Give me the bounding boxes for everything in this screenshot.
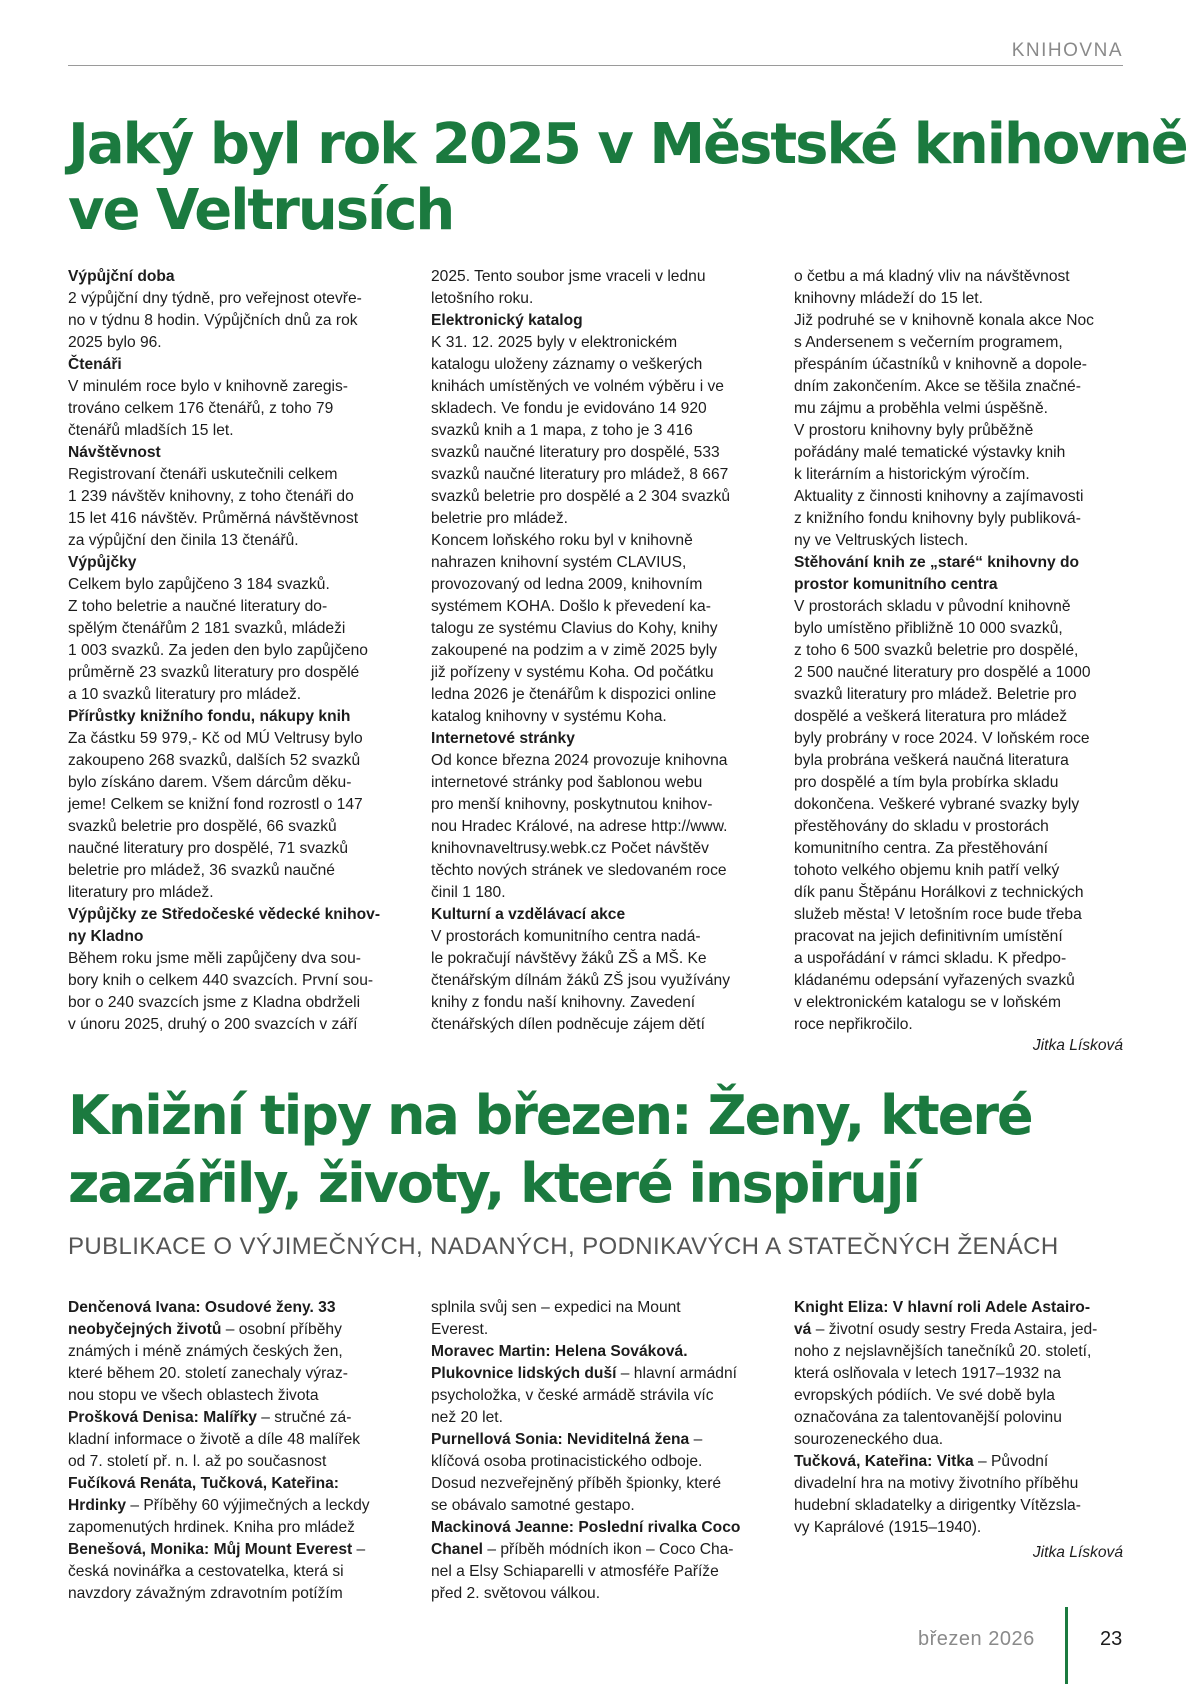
text-line: před 2. světovou válkou. <box>431 1585 601 1602</box>
article2-column-3 <box>794 1297 1126 1539</box>
text-line: již pořízeny v systému Koha. Od počátku <box>431 664 714 681</box>
text-line: z toho 6 500 svazků beletrie pro dospělé, <box>794 642 1079 659</box>
text-line <box>431 1539 763 1561</box>
section-heading: Výpůjčky <box>68 554 137 571</box>
text-line: V minulém roce bylo v knihovně zaregis- <box>68 378 348 395</box>
text-line <box>431 1341 763 1363</box>
section-heading: Výpůjčky ze Středočeské vědecké knihov- <box>68 906 381 923</box>
text-line: Z toho beletrie a naučné literatury do- <box>68 598 328 615</box>
text-line: mu zájmu a proběhla velmi úspěšně. <box>794 400 1048 417</box>
text-line: svazků beletrie pro dospělé a 2 304 svazků <box>431 488 731 505</box>
text-line: ny ve Veltruských listech. <box>794 532 969 549</box>
text-line: literatury pro mládež. <box>68 884 214 901</box>
book-description: – <box>352 1541 366 1558</box>
article2-column-2 <box>431 1297 763 1605</box>
book-description: – životní osudy sestry Freda Astaira, jed- <box>811 1321 1098 1338</box>
text-line: systémem KOHA. Došlo k převedení ka- <box>431 598 711 615</box>
text-line: skladech. Ve fondu je evidováno 14 920 <box>431 400 707 417</box>
text-line: zakoupené na podzim a v zimě 2025 byly <box>431 642 718 659</box>
text-line: zapomenutých hrdinek. Kniha pro mládež <box>68 1519 355 1536</box>
book-title: Plukovnice lidských duší <box>431 1365 617 1382</box>
text-line: a uspořádání v rámci skladu. K předpo- <box>794 950 1067 967</box>
text-line: pro dospělé a tím byla probírka skladu <box>794 774 1059 791</box>
text-line: pořádány malé tematické výstavky knih <box>794 444 1066 461</box>
book-description: – hlavní armádní <box>616 1365 737 1382</box>
text-line <box>794 1319 1126 1341</box>
book-title: Moravec Martin: Helena Sováková. <box>431 1343 688 1360</box>
text-line: 2 výpůjční dny týdně, pro veřejnost otevře- <box>68 290 362 307</box>
page-number: 23 <box>1100 1628 1123 1650</box>
text-line: bor o 240 svazcích jsme z Kladna obdrželi <box>68 994 361 1011</box>
article2-title-line: Knižní tipy na březen: Ženy, které <box>68 1084 1032 1147</box>
text-line: a 10 svazků literatury pro mládež. <box>68 686 302 703</box>
section-heading: Kulturní a vzdělávací akce <box>431 906 626 923</box>
text-line: talogu ze systému Clavius do Kohy, knihy <box>431 620 718 637</box>
text-line: 2 500 naučné literatury pro dospělé a 1000 <box>794 664 1091 681</box>
article1-column-1 <box>68 266 400 1036</box>
book-description: – příběh módních ikon – Coco Cha- <box>483 1541 734 1558</box>
text-line: dospělé a veškerá literatura pro mládež <box>794 708 1068 725</box>
section-heading: ny Kladno <box>68 928 144 945</box>
text-line: v elektronickém katalogu se v loňském <box>794 994 1061 1011</box>
text-line: bory knih o celkem 440 svazcích. První sou- <box>68 972 374 989</box>
book-title: Chanel <box>431 1541 483 1558</box>
text-line: spělým čtenářům 2 181 svazků, mládeži <box>68 620 346 637</box>
text-line <box>431 1363 763 1385</box>
book-title: Hrdinky <box>68 1497 127 1514</box>
text-line: česká novinářka a cestovatelka, která si <box>68 1563 344 1580</box>
text-line: přestěhovány do skladu v prostorách <box>794 818 1049 835</box>
article2-title <box>68 1082 1032 1218</box>
text-line: známých i méně známých českých žen, <box>68 1343 343 1360</box>
text-line: trováno celkem 176 čtenářů, z toho 79 <box>68 400 334 417</box>
section-heading: Návštěvnost <box>68 444 161 461</box>
text-line: čtenářským dílnám žáků ZŠ jsou využívány <box>431 972 730 989</box>
text-line: nel a Elsy Schiaparelli v atmosféře Paříže <box>431 1563 719 1580</box>
text-line: jeme! Celkem se knižní fond rozrostl o 147 <box>68 796 363 813</box>
text-line: 2025. Tento soubor jsme vraceli v lednu <box>431 268 706 285</box>
text-line: no v týdnu 8 hodin. Výpůjčních dnů za rok <box>68 312 358 329</box>
text-line: le pokračují návštěvy žáků ZŠ a MŠ. Ke <box>431 950 707 967</box>
text-line: beletrie pro mládež. <box>431 510 568 527</box>
text-line: roce nepřikročilo. <box>794 1016 913 1033</box>
text-line <box>68 1473 400 1495</box>
text-line: K 31. 12. 2025 byly v elektronickém <box>431 334 678 351</box>
text-line: splnila svůj sen – expedici na Mount <box>431 1299 681 1316</box>
text-line: pracovat na jejich definitivním umístění <box>794 928 1063 945</box>
section-heading: prostor komunitního centra <box>794 576 998 593</box>
text-line: Během roku jsme měli zapůjčeny dva sou- <box>68 950 361 967</box>
text-line <box>68 1297 400 1319</box>
text-line: s Andersenem s večerním programem, <box>794 334 1063 351</box>
book-title: Tučková, Kateřina: Vitka <box>794 1453 974 1470</box>
book-title: Denčenová Ivana: Osudové ženy. 33 <box>68 1299 336 1316</box>
text-line: Již podruhé se v knihovně konala akce Noc <box>794 312 1094 329</box>
text-line: V prostoru knihovny byly průběžně <box>794 422 1034 439</box>
article1-column-3 <box>794 266 1126 1036</box>
article2-signature: Jitka Lísková <box>1032 1544 1123 1561</box>
text-line <box>68 1539 400 1561</box>
text-line: služeb města! V letošním roce bude třeba <box>794 906 1082 923</box>
text-line: Celkem bylo zapůjčeno 3 184 svazků. <box>68 576 330 593</box>
text-line: provozovaný od ledna 2009, knihovním <box>431 576 703 593</box>
text-line: ledna 2026 je čtenářům k dispozici online <box>431 686 717 703</box>
article1-signature: Jitka Lísková <box>1032 1037 1123 1054</box>
text-line: za výpůjční den činila 13 čtenářů. <box>68 532 299 549</box>
text-line: klíčová osoba protinacistického odboje. <box>431 1453 703 1470</box>
book-description: – Původní <box>973 1453 1049 1470</box>
article1-column-2 <box>431 266 763 1036</box>
text-line: než 20 let. <box>431 1409 503 1426</box>
text-line: hudební skladatelky a dirigentky Vítězsla- <box>794 1497 1081 1514</box>
text-line: navzdory závažným zdravotním potížím <box>68 1585 343 1602</box>
article2-column-1 <box>68 1297 400 1605</box>
text-line: byla probrána veškerá naučná literatura <box>794 752 1069 769</box>
text-line: svazků literatury pro mládež. Beletrie pro <box>794 686 1077 703</box>
text-line: svazků naučné literatury pro mládež, 8 667 <box>431 466 729 483</box>
book-title: Knight Eliza: V hlavní roli Adele Astairo- <box>794 1299 1091 1316</box>
text-line: bylo získáno darem. Všem dárcům děku- <box>68 774 352 791</box>
section-heading: Přírůstky knižního fondu, nákupy knih <box>68 708 351 725</box>
text-line: Od konce března 2024 provozuje knihovna <box>431 752 728 769</box>
book-title: Mackinová Jeanne: Poslední rivalka Coco <box>431 1519 741 1536</box>
text-line: dokončena. Veškeré vybrané svazky byly <box>794 796 1080 813</box>
text-line <box>794 1297 1126 1319</box>
text-line: knihovnaveltrusy.webk.cz Počet návštěv <box>431 840 709 857</box>
text-line: která oslňovala v letech 1917–1932 na <box>794 1365 1062 1382</box>
text-line: komunitního centra. Za přestěhování <box>794 840 1048 857</box>
book-title: Purnellová Sonia: Neviditelná žena <box>431 1431 690 1448</box>
text-line: nahrazen knihovní systém CLAVIUS, <box>431 554 687 571</box>
text-line: knihách umístěných ve volném výběru i ve <box>431 378 724 395</box>
book-description: – osobní příběhy <box>221 1321 342 1338</box>
text-line: pro menší knihovny, poskytnutou knihov- <box>431 796 713 813</box>
book-title: Prošková Denisa: Malířky <box>68 1409 257 1426</box>
text-line <box>794 1451 1126 1473</box>
text-line: svazků knih a 1 mapa, z toho je 3 416 <box>431 422 693 439</box>
text-line: z knižního fondu knihovny byly publiková- <box>794 510 1081 527</box>
text-line: 2025 bylo 96. <box>68 334 162 351</box>
section-heading: Výpůjční doba <box>68 268 175 285</box>
text-line: divadelní hra na motivy životního příběhu <box>794 1475 1079 1492</box>
text-line: k literárním a historickým výročím. <box>794 466 1030 483</box>
text-line: přespáním účastníků v knihovně a dopole- <box>794 356 1087 373</box>
text-line: Za částku 59 979,- Kč od MÚ Veltrusy bylo <box>68 730 363 747</box>
book-description: – Příběhy 60 výjimečných a leckdy <box>126 1497 370 1514</box>
text-line: nou stopu ve všech oblastech života <box>68 1387 319 1404</box>
text-line: beletrie pro mládež, 36 svazků naučné <box>68 862 335 879</box>
text-line: o četbu a má kladný vliv na návštěvnost <box>794 268 1070 285</box>
section-heading: Internetové stránky <box>431 730 575 747</box>
text-line <box>68 1495 400 1517</box>
text-line: svazků naučné literatury pro dospělé, 533 <box>431 444 720 461</box>
text-line: Koncem loňského roku byl v knihovně <box>431 532 693 549</box>
text-line: bylo umístěno přibližně 10 000 svazků, <box>794 620 1063 637</box>
text-line: v únoru 2025, druhý o 200 svazcích v září <box>68 1016 358 1033</box>
book-description: – stručné zá- <box>256 1409 352 1426</box>
text-line: svazků beletrie pro dospělé, 66 svazků <box>68 818 337 835</box>
book-description: – <box>689 1431 703 1448</box>
text-line: 1 003 svazků. Za jeden den bylo zapůjčeno <box>68 642 368 659</box>
text-line: vy Kaprálové (1915–1940). <box>794 1519 982 1536</box>
text-line: internetové stránky pod šablonou webu <box>431 774 703 791</box>
text-line: 15 let 416 návštěv. Průměrná návštěvnost <box>68 510 359 527</box>
text-line: Everest. <box>431 1321 489 1338</box>
text-line: kládanému odepsání vyřazených svazků <box>794 972 1075 989</box>
section-label: KNIHOVNA <box>1011 40 1123 61</box>
text-line: zakoupeno 268 svazků, dalších 52 svazků <box>68 752 361 769</box>
text-line: knihy z fondu naší knihovny. Zavedení <box>431 994 696 1011</box>
text-line <box>68 1407 400 1429</box>
article2-subtitle: PUBLIKACE O VÝJIMEČNÝCH, NADANÝCH, PODNIKAVÝCH A STATEČNÝCH ŽENÁCH <box>68 1233 1059 1260</box>
text-line: katalogu uloženy záznamy o veškerých <box>431 356 703 373</box>
text-line: čtenářských dílen podněcuje zájem dětí <box>431 1016 705 1033</box>
text-line: čtenářů mladších 15 let. <box>68 422 234 439</box>
book-title: Fučíková Renáta, Tučková, Kateřina: <box>68 1475 339 1492</box>
section-heading: Stěhování knih ze „staré“ knihovny do <box>794 554 1080 571</box>
text-line <box>431 1517 763 1539</box>
text-line: letošního roku. <box>431 290 534 307</box>
text-line: knihovny mládeží do 15 let. <box>794 290 983 307</box>
section-heading: Čtenáři <box>68 356 122 373</box>
book-title: neobyčejných životů <box>68 1321 222 1338</box>
footer-issue-date: březen 2026 <box>918 1628 1035 1650</box>
text-line: které během 20. století zanechaly výraz- <box>68 1365 348 1382</box>
text-line: 1 239 návštěv knihovny, z toho čtenáři do <box>68 488 354 505</box>
text-line: noho z nejslavnějších tanečníků 20. století, <box>794 1343 1092 1360</box>
text-line: katalog knihovny v systému Koha. <box>431 708 667 725</box>
text-line: kladní informace o životě a díle 48 malířek <box>68 1431 361 1448</box>
text-line: průměrně 23 svazků literatury pro dospělé <box>68 664 360 681</box>
text-line: V prostorách skladu v původní knihovně <box>794 598 1071 615</box>
text-line: evropských pódiích. Ve své době byla <box>794 1387 1055 1404</box>
text-line: byly probrány v roce 2024. V loňském roce <box>794 730 1090 747</box>
text-line: naučné literatury pro dospělé, 71 svazků <box>68 840 348 857</box>
text-line: označována za talentovanější polovinu <box>794 1409 1062 1426</box>
text-line: Dosud nezveřejněný příběh špionky, které <box>431 1475 722 1492</box>
text-line <box>431 1429 763 1451</box>
text-line: psycholožka, v české armádě strávila víc <box>431 1387 714 1404</box>
text-line: Registrovaní čtenáři uskutečnili celkem <box>68 466 338 483</box>
footer-divider <box>1065 1607 1068 1684</box>
article1-title-line: ve Veltrusích <box>68 178 454 243</box>
text-line: těchto nových stránek ve sledovaném roce <box>431 862 727 879</box>
text-line: dním zakončením. Akce se těšila značné- <box>794 378 1081 395</box>
text-line: dík panu Štěpánu Horálkovi z technických <box>794 884 1084 901</box>
text-line: nou Hradec Králové, na adrese http://www. <box>431 818 728 835</box>
article1-title-line: Jaký byl rok 2025 v Městské knihovně <box>68 112 1187 177</box>
text-line <box>68 1319 400 1341</box>
text-line: tohoto velkého objemu knih patří velký <box>794 862 1060 879</box>
header-rule <box>68 65 1123 66</box>
text-line: od 7. století př. n. l. až po současnost <box>68 1453 327 1470</box>
section-heading: Elektronický katalog <box>431 312 583 329</box>
text-line: činil 1 180. <box>431 884 506 901</box>
text-line: V prostorách komunitního centra nadá- <box>431 928 701 945</box>
text-line: Aktuality z činnosti knihovny a zajímavosti <box>794 488 1084 505</box>
article1-title <box>68 112 1187 244</box>
text-line: se obávalo samotné gestapo. <box>431 1497 635 1514</box>
book-title: vá <box>794 1321 812 1338</box>
text-line: sourozeneckého dua. <box>794 1431 944 1448</box>
article2-title-line: zazářily, životy, které inspirují <box>68 1152 919 1215</box>
book-title: Benešová, Monika: Můj Mount Everest <box>68 1541 353 1558</box>
